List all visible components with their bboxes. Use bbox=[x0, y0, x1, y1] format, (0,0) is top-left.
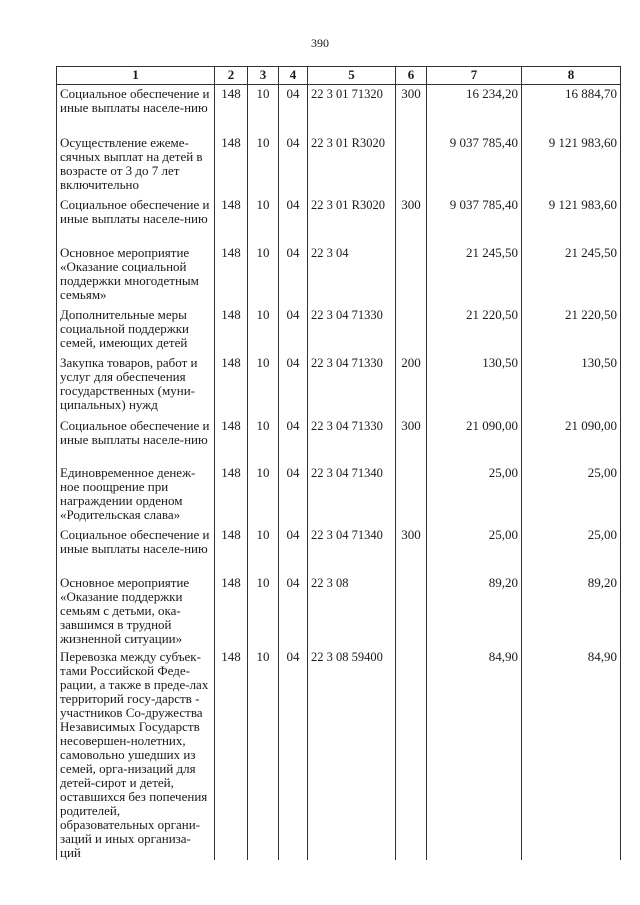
target-code: 22 3 01 R3020 bbox=[308, 196, 396, 244]
amount-col7: 89,20 bbox=[427, 574, 522, 648]
amount-col7: 25,00 bbox=[427, 464, 522, 526]
subsection-code: 04 bbox=[279, 134, 308, 196]
row-name: Социальное обеспечение и иные выплаты населе-нию bbox=[57, 417, 215, 464]
section-code: 10 bbox=[248, 417, 279, 464]
target-code: 22 3 08 bbox=[308, 574, 396, 648]
table-row bbox=[57, 464, 621, 526]
table-row bbox=[57, 574, 621, 648]
ministry-code: 148 bbox=[215, 574, 248, 648]
target-code: 22 3 08 59400 bbox=[308, 648, 396, 860]
expense-type: 300 bbox=[396, 85, 427, 134]
table-row bbox=[57, 134, 621, 196]
ministry-code: 148 bbox=[215, 648, 248, 860]
amount-col8: 9 121 983,60 bbox=[522, 196, 621, 244]
subsection-code: 04 bbox=[279, 196, 308, 244]
row-name: Основное мероприятие «Оказание поддержки семьям с детьми, ока-завшимся в трудной жизненной ситуации» bbox=[57, 574, 215, 648]
amount-col8: 21 090,00 bbox=[522, 417, 621, 464]
row-name: Основное мероприятие «Оказание социальной поддержки многодетным семьям» bbox=[57, 244, 215, 306]
section-code: 10 bbox=[248, 306, 279, 354]
ministry-code: 148 bbox=[215, 464, 248, 526]
target-code: 22 3 04 71330 bbox=[308, 306, 396, 354]
row-name: Единовременное денеж-ное поощрение при награждении орденом «Родительская слава» bbox=[57, 464, 215, 526]
expense-type bbox=[396, 648, 427, 860]
table-header-row bbox=[57, 67, 621, 85]
target-code: 22 3 04 bbox=[308, 244, 396, 306]
row-name: Социальное обеспечение и иные выплаты населе-нию bbox=[57, 196, 215, 244]
expense-type: 300 bbox=[396, 417, 427, 464]
expense-type bbox=[396, 244, 427, 306]
subsection-code: 04 bbox=[279, 574, 308, 648]
section-code: 10 bbox=[248, 574, 279, 648]
ministry-code: 148 bbox=[215, 134, 248, 196]
subsection-code: 04 bbox=[279, 417, 308, 464]
subsection-code: 04 bbox=[279, 85, 308, 134]
amount-col7: 9 037 785,40 bbox=[427, 196, 522, 244]
amount-col7: 21 245,50 bbox=[427, 244, 522, 306]
table-row bbox=[57, 526, 621, 574]
target-code: 22 3 04 71340 bbox=[308, 464, 396, 526]
expense-type: 300 bbox=[396, 196, 427, 244]
amount-col8: 9 121 983,60 bbox=[522, 134, 621, 196]
section-code: 10 bbox=[248, 196, 279, 244]
column-header: 7 bbox=[427, 67, 522, 85]
amount-col8: 89,20 bbox=[522, 574, 621, 648]
row-name: Социальное обеспечение и иные выплаты населе-нию bbox=[57, 85, 215, 134]
expense-type: 200 bbox=[396, 354, 427, 417]
ministry-code: 148 bbox=[215, 244, 248, 306]
section-code: 10 bbox=[248, 526, 279, 574]
expense-type: 300 bbox=[396, 526, 427, 574]
section-code: 10 bbox=[248, 85, 279, 134]
amount-col8: 25,00 bbox=[522, 464, 621, 526]
column-header: 3 bbox=[248, 67, 279, 85]
expense-type bbox=[396, 464, 427, 526]
target-code: 22 3 01 R3020 bbox=[308, 134, 396, 196]
ministry-code: 148 bbox=[215, 354, 248, 417]
amount-col7: 21 220,50 bbox=[427, 306, 522, 354]
amount-col7: 9 037 785,40 bbox=[427, 134, 522, 196]
column-header: 5 bbox=[308, 67, 396, 85]
row-name: Социальное обеспечение и иные выплаты населе-нию bbox=[57, 526, 215, 574]
amount-col7: 84,90 bbox=[427, 648, 522, 860]
column-header: 8 bbox=[522, 67, 621, 85]
section-code: 10 bbox=[248, 134, 279, 196]
page-number: 390 bbox=[311, 36, 329, 50]
amount-col8: 25,00 bbox=[522, 526, 621, 574]
column-header: 6 bbox=[396, 67, 427, 85]
target-code: 22 3 04 71340 bbox=[308, 526, 396, 574]
amount-col8: 130,50 bbox=[522, 354, 621, 417]
ministry-code: 148 bbox=[215, 85, 248, 134]
table-row bbox=[57, 85, 621, 134]
ministry-code: 148 bbox=[215, 417, 248, 464]
section-code: 10 bbox=[248, 354, 279, 417]
target-code: 22 3 01 71320 bbox=[308, 85, 396, 134]
ministry-code: 148 bbox=[215, 196, 248, 244]
section-code: 10 bbox=[248, 648, 279, 860]
subsection-code: 04 bbox=[279, 464, 308, 526]
section-code: 10 bbox=[248, 244, 279, 306]
ministry-code: 148 bbox=[215, 526, 248, 574]
column-header: 2 bbox=[215, 67, 248, 85]
column-header: 1 bbox=[57, 67, 215, 85]
column-header: 4 bbox=[279, 67, 308, 85]
amount-col8: 84,90 bbox=[522, 648, 621, 860]
expense-type bbox=[396, 306, 427, 354]
table-row bbox=[57, 196, 621, 244]
target-code: 22 3 04 71330 bbox=[308, 417, 396, 464]
table-row bbox=[57, 244, 621, 306]
amount-col7: 130,50 bbox=[427, 354, 522, 417]
table-row bbox=[57, 417, 621, 464]
table-row bbox=[57, 306, 621, 354]
amount-col7: 25,00 bbox=[427, 526, 522, 574]
subsection-code: 04 bbox=[279, 306, 308, 354]
amount-col7: 21 090,00 bbox=[427, 417, 522, 464]
amount-col8: 21 245,50 bbox=[522, 244, 621, 306]
amount-col8: 16 884,70 bbox=[522, 85, 621, 134]
amount-col8: 21 220,50 bbox=[522, 306, 621, 354]
subsection-code: 04 bbox=[279, 354, 308, 417]
row-name: Осуществление ежеме-сячных выплат на детей в возрасте от 3 до 7 лет включительно bbox=[57, 134, 215, 196]
table-row bbox=[57, 354, 621, 417]
subsection-code: 04 bbox=[279, 244, 308, 306]
expense-type bbox=[396, 574, 427, 648]
row-name: Перевозка между субъек-тами Российской Феде-рации, а также в преде-лах территорий госу-дарств - участников Со-дружества Независимых Государств несовершен-нолетних, самовольно ушедших из семей, орга-низаций для детей-сирот и детей, оставшихся без попечения родителей, образовательных органи-заций и иных организа-ций bbox=[57, 648, 215, 860]
section-code: 10 bbox=[248, 464, 279, 526]
table-row bbox=[57, 648, 621, 860]
expense-type bbox=[396, 134, 427, 196]
target-code: 22 3 04 71330 bbox=[308, 354, 396, 417]
budget-table bbox=[56, 66, 621, 860]
ministry-code: 148 bbox=[215, 306, 248, 354]
row-name: Дополнительные меры социальной поддержки семей, имеющих детей bbox=[57, 306, 215, 354]
subsection-code: 04 bbox=[279, 526, 308, 574]
row-name: Закупка товаров, работ и услуг для обеспечения государственных (муни-ципальных) нужд bbox=[57, 354, 215, 417]
amount-col7: 16 234,20 bbox=[427, 85, 522, 134]
subsection-code: 04 bbox=[279, 648, 308, 860]
